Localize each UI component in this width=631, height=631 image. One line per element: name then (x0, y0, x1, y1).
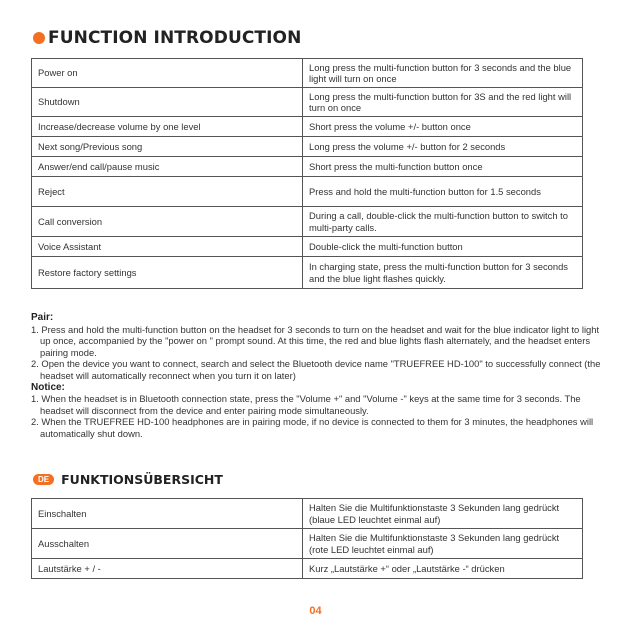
table-row (32, 117, 583, 137)
function-description: Double-click the multi-function button (303, 237, 583, 257)
table-row (32, 177, 583, 207)
table-row (32, 157, 583, 177)
function-action: Next song/Previous song (32, 137, 303, 157)
page-title: FUNCTION INTRODUCTION (48, 28, 302, 48)
instructions (31, 312, 606, 440)
function-description: During a call, double-click the multi-function button to switch to multi-party calls. (303, 207, 583, 237)
pair-step: 1. Press and hold the multi-function button on the headset for 3 seconds to turn on the headset and wait for the blue indicator light to light up once, accompanied by the "power on " prompt sound. At this time, the red and blue lights flash alternately, and the headset enters pairing mode. (31, 323, 600, 358)
table-row (32, 237, 583, 257)
function-action: Call conversion (32, 207, 303, 237)
page-number: 04 (309, 605, 322, 617)
de-section-header (33, 472, 223, 487)
function-description: Press and hold the multi-function button for 1.5 seconds (303, 177, 583, 207)
table-row (32, 499, 583, 529)
function-description: Short press the multi-function button once (303, 157, 583, 177)
table-row (32, 529, 583, 559)
function-description: In charging state, press the multi-function button for 3 seconds and the blue light flashes quickly. (303, 257, 583, 289)
function-action: Restore factory settings (32, 257, 303, 289)
table-row (32, 207, 583, 237)
function-action: Voice Assistant (32, 237, 303, 257)
function-description: Long press the multi-function button for 3 seconds and the blue light will turn on once (303, 59, 583, 88)
de-section-title: FUNKTIONSÜBERSICHT (61, 472, 223, 487)
function-description: Kurz „Lautstärke +“ oder „Lautstärke -“ drücken (303, 559, 583, 579)
function-description: Halten Sie die Multifunktionstaste 3 Sekunden lang gedrückt (rote LED leuchtet einmal auf) (303, 529, 583, 559)
notice-item: 1. When the headset is in Bluetooth connection state, press the "Volume +" and "Volume -" keys at the same time for 3 seconds. The headset will disconnect from the device and enter pairing mode simultaneously. (31, 393, 581, 416)
de-function-table (31, 498, 583, 579)
function-action: Shutdown (32, 88, 303, 117)
section-header (33, 28, 301, 48)
orange-bullet-icon (33, 32, 45, 44)
function-action: Lautstärke + / - (32, 559, 303, 579)
notice-item: 2. When the TRUEFREE HD-100 headphones are in pairing mode, if no device is connected to them for 3 minutes, the headphones will automatically shut down. (31, 416, 594, 439)
function-action: Answer/end call/pause music (32, 157, 303, 177)
table-row (32, 257, 583, 289)
function-description: Short press the volume +/- button once (303, 117, 583, 137)
pair-step: 2. Open the device you want to connect, search and select the Bluetooth device name "TRUEFREE HD-100" to successfully connect (the headset will automatically reconnect when you turn it on later) (31, 358, 601, 381)
function-action: Reject (32, 177, 303, 207)
function-action: Ausschalten (32, 529, 303, 559)
notice-heading: Notice: (31, 381, 65, 393)
function-description: Halten Sie die Multifunktionstaste 3 Sekunden lang gedrückt (blaue LED leuchtet einmal auf) (303, 499, 583, 529)
function-action: Increase/decrease volume by one level (32, 117, 303, 137)
table-row (32, 559, 583, 579)
function-description: Long press the volume +/- button for 2 seconds (303, 137, 583, 157)
function-table (31, 58, 583, 289)
function-description: Long press the multi-function button for 3S and the red light will turn on once (303, 88, 583, 117)
table-row (32, 59, 583, 88)
function-action: Einschalten (32, 499, 303, 529)
function-action: Power on (32, 59, 303, 88)
table-row (32, 137, 583, 157)
table-row (32, 88, 583, 117)
pair-heading: Pair: (31, 312, 54, 323)
language-badge: DE (33, 474, 54, 485)
